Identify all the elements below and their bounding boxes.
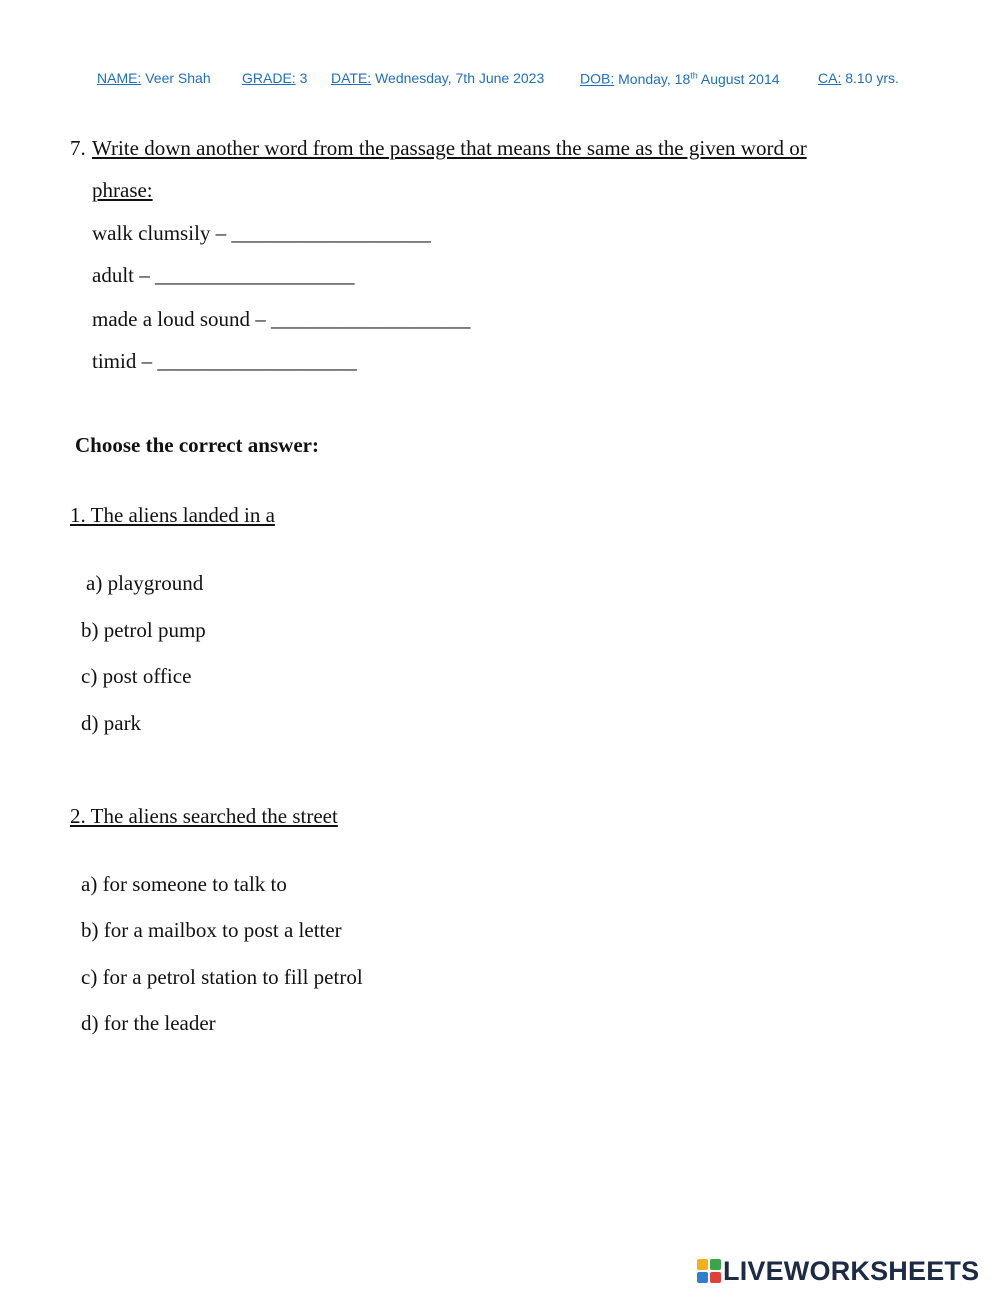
section-heading: Choose the correct answer: (75, 433, 319, 457)
date-label: DATE: (331, 70, 372, 86)
synonym-item[interactable]: walk clumsily – ___________________ (92, 221, 431, 245)
mcq-option[interactable]: a) playground (86, 571, 204, 595)
mcq-option[interactable]: c) for a petrol station to fill petrol (81, 965, 363, 989)
name-field (97, 70, 211, 86)
ca-field (818, 70, 899, 86)
grade-field (242, 70, 307, 86)
synonym-item[interactable]: made a loud sound – ___________________ (92, 307, 471, 331)
question-7-number: 7. (70, 136, 86, 160)
liveworksheets-logo-icon (697, 1259, 721, 1283)
name-label: NAME: (97, 70, 142, 86)
liveworksheets-logo-text: LIVEWORKSHEETS (723, 1255, 980, 1286)
mcq-option[interactable]: b) for a mailbox to post a letter (81, 918, 342, 942)
question-7-instruction-continued: phrase: (92, 178, 153, 202)
synonym-item[interactable]: adult – ___________________ (92, 263, 355, 287)
date-field (331, 70, 544, 86)
mcq-option[interactable]: a) for someone to talk to (81, 872, 287, 896)
mcq-option[interactable]: d) for the leader (81, 1011, 216, 1035)
mcq-question-1: 1. The aliens landed in a (70, 503, 275, 527)
date-value: Wednesday, 7th June 2023 (375, 70, 545, 86)
mcq-question-2: 2. The aliens searched the street (70, 804, 338, 828)
ca-value: 8.10 yrs. (845, 70, 899, 86)
mcq-option[interactable]: d) park (81, 711, 142, 735)
mcq-option[interactable]: b) petrol pump (81, 618, 206, 642)
question-7-instruction: Write down another word from the passage that means the same as the given word or (92, 136, 807, 160)
dob-field (580, 70, 780, 87)
dob-value: Monday, 18th August 2014 (618, 70, 780, 87)
liveworksheets-logo[interactable] (697, 1256, 979, 1286)
ca-label: CA: (818, 70, 842, 86)
mcq-option[interactable]: c) post office (81, 664, 192, 688)
grade-label: GRADE: (242, 70, 296, 86)
grade-value: 3 (299, 70, 308, 86)
dob-label: DOB: (580, 70, 615, 87)
synonym-item[interactable]: timid – ___________________ (92, 349, 357, 373)
name-value: Veer Shah (145, 70, 211, 86)
